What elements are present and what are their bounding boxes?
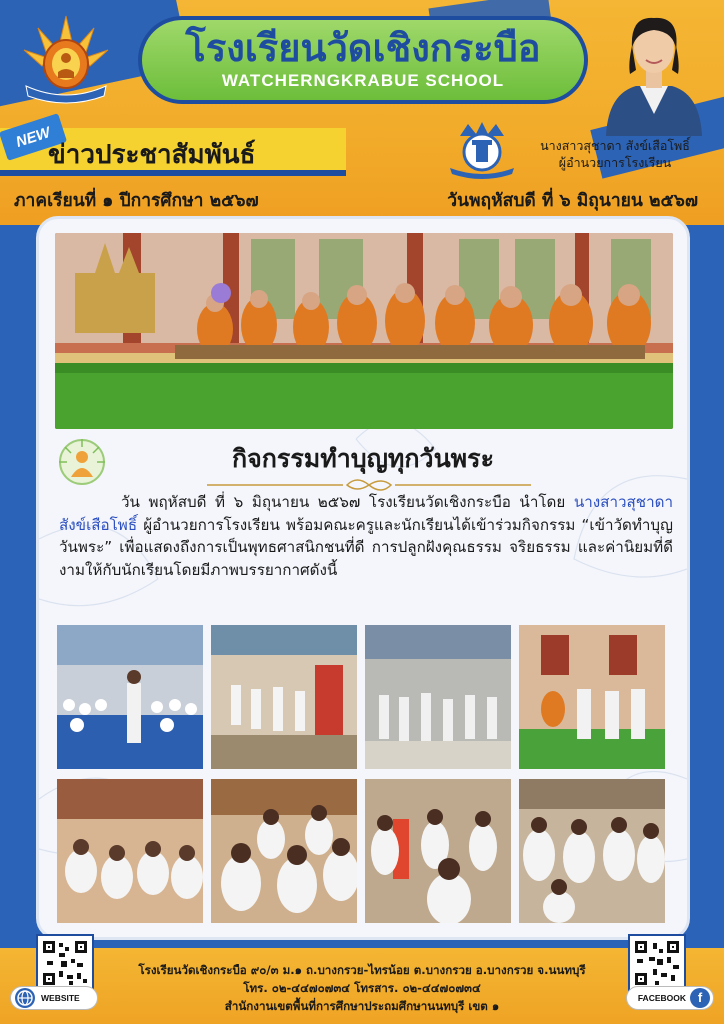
globe-icon	[15, 988, 35, 1008]
photo-students-assembly	[57, 625, 203, 769]
facebook-qr-code[interactable]	[628, 934, 686, 992]
publish-date: วันพฤหัสบดี ที่ ๖ มิถุนายน ๒๕๖๗	[447, 191, 698, 211]
photo-teachers-kneeling	[519, 779, 665, 923]
school-address: โรงเรียนวัดเชิงกระบือ ๙๐/๓ ม.๑ ถ.บางกรวย-ไทรน้อย ต.บางกรวย อ.บางกรวย จ.นนทบุรี	[138, 963, 586, 977]
academic-term: ภาคเรียนที่ ๑ ปีการศึกษา ๒๕๖๗	[14, 191, 259, 211]
article-heading: กิจกรรมทำบุญทุกวันพระ	[231, 444, 495, 473]
photo-offering-food	[519, 625, 665, 769]
hero-photo-monks-ceremony	[55, 233, 673, 429]
director-portrait	[600, 8, 708, 136]
facebook-icon: f	[690, 988, 710, 1008]
article-heading-block	[39, 435, 687, 491]
school-title-banner	[138, 16, 588, 104]
article-body	[59, 491, 673, 581]
article-body-rest: ผู้อำนวยการโรงเรียน พร้อมคณะครูและนักเรียนได้เข้าร่วมกิจกรรม “เข้าวัดทำบุญวันพระ” เพื่อแสดงถึงการเป็นพุทธศาสนิกชนที่ดี การปลูกฝังคุณธรรม จริยธรรม และค่านิยมที่ดีงามให้กับนักเรียนโดยมีภาพบรรยากาศดังนี้	[59, 515, 673, 579]
news-article-panel	[36, 216, 690, 940]
facebook-link[interactable]	[626, 986, 714, 1010]
website-link[interactable]	[10, 986, 98, 1010]
photo-students-praying	[211, 779, 357, 923]
article-body-intro: วัน พฤหัสบดี ที่ ๖ มิถุนายน ๒๕๖๗ โรงเรียนวัดเชิงกระบือ นำโดย	[121, 493, 566, 511]
school-crest-icon	[16, 12, 116, 108]
news-title: ข่าวประชาสัมพันธ์	[48, 140, 256, 170]
website-qr-code[interactable]	[36, 934, 94, 992]
new-badge: NEW	[0, 113, 67, 161]
footer-address	[110, 962, 614, 1016]
photo-grid	[57, 625, 675, 925]
school-phone-fax: โทร. ๐๒-๔๔๗๐๗๓๔ โทรสาร. ๐๒-๔๔๗๐๗๓๔	[243, 980, 481, 995]
director-name: นางสาวสุชาดา สังข์เสือโพธิ์	[540, 138, 690, 153]
photo-students-lined-up	[365, 625, 511, 769]
photo-students-seated	[57, 779, 203, 923]
school-name-english: WATCHERNGKRABUE SCHOOL	[221, 70, 505, 90]
school-name-thai: โรงเรียนวัดเชิงกระบือ	[185, 26, 541, 71]
director-position: ผู้อำนวยการโรงเรียน	[558, 154, 672, 170]
school-emblem-icon	[446, 118, 518, 180]
photo-students-walkway	[211, 625, 357, 769]
director-caption	[510, 138, 720, 172]
website-label: WEBSITE	[41, 993, 80, 1003]
facebook-label: FACEBOOK	[637, 993, 686, 1003]
photo-teachers-students	[365, 779, 511, 923]
director-name-link: นางสาวสุชาดา สังข์เสือโพธิ์	[59, 493, 673, 534]
education-office: สำนักงานเขตพื้นที่การศึกษาประถมศึกษานนทบุรี เขต ๑	[224, 998, 500, 1013]
